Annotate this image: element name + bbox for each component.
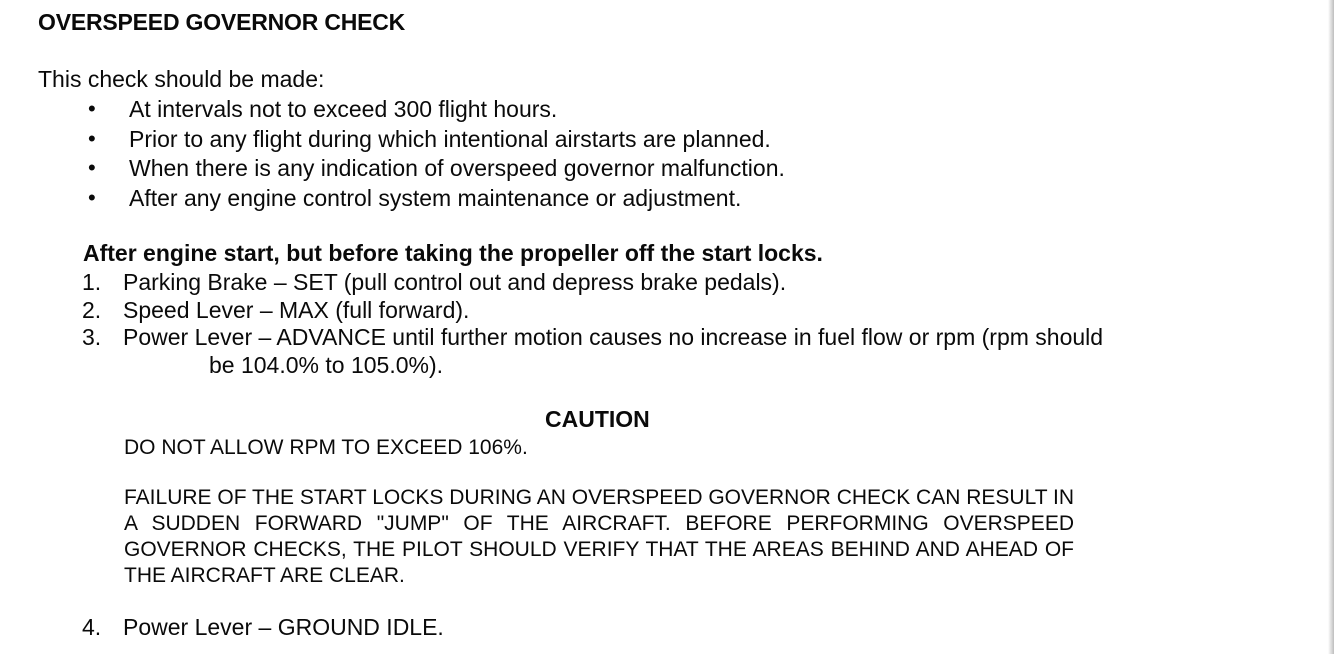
- step-item: [82, 297, 1103, 325]
- step-text: Power Lever – ADVANCE until further motion causes no increase in fuel flow or rpm (rpm should: [123, 324, 1104, 350]
- conditions-list: [84, 96, 785, 214]
- step-number: 2.: [82, 296, 102, 323]
- page-title: OVERSPEED GOVERNOR CHECK: [38, 9, 406, 35]
- step-item: [82, 324, 1103, 379]
- procedure-steps: [82, 269, 1103, 379]
- list-item: [84, 155, 785, 185]
- step-item: [82, 614, 444, 641]
- step-number: 3.: [82, 324, 102, 350]
- intro-text: This check should be made:: [38, 66, 325, 92]
- bullet-icon: •: [88, 125, 96, 151]
- caution-heading: CAUTION: [545, 406, 650, 432]
- step-text: Parking Brake – SET (pull control out and depress brake pedals).: [123, 269, 787, 295]
- bullet-icon: •: [88, 184, 96, 210]
- caution-line: DO NOT ALLOW RPM TO EXCEED 106%.: [124, 436, 528, 459]
- step-text: Speed Lever – MAX (full forward).: [123, 296, 470, 323]
- step-text-continuation: be 104.0% to 105.0%).: [209, 351, 443, 378]
- caution-paragraph: FAILURE OF THE START LOCKS DURING AN OVERSPEED GOVERNOR CHECK CAN RESULT IN A SUDDEN FORWARD "JUMP" OF THE AIRCRAFT. BEFORE PERFORMING OVERSPEED GOVERNOR CHECKS, THE PILOT SHOULD VERIFY THAT THE AREAS BEHIND AND AHEAD OF THE AIRCRAFT ARE CLEAR.: [124, 486, 1074, 587]
- list-item: [84, 96, 785, 126]
- bullet-icon: •: [88, 155, 96, 180]
- list-item-text: At intervals not to exceed 300 flight hours.: [129, 96, 558, 122]
- step-number: 4.: [82, 614, 102, 640]
- step-item: [82, 269, 1103, 297]
- step-text: Power Lever – GROUND IDLE.: [123, 614, 444, 640]
- list-item: [84, 185, 785, 215]
- page-edge-shadow: [1328, 0, 1334, 654]
- step-number: 1.: [82, 269, 102, 295]
- list-item-text: After any engine control system maintenance or adjustment.: [129, 184, 742, 211]
- list-item-text: When there is any indication of overspeed governor malfunction.: [129, 155, 785, 181]
- bullet-icon: •: [88, 96, 96, 121]
- procedure-subheading: After engine start, but before taking the propeller off the start locks.: [83, 240, 823, 266]
- list-item-text: Prior to any flight during which intentional airstarts are planned.: [129, 125, 771, 152]
- list-item: [84, 126, 785, 156]
